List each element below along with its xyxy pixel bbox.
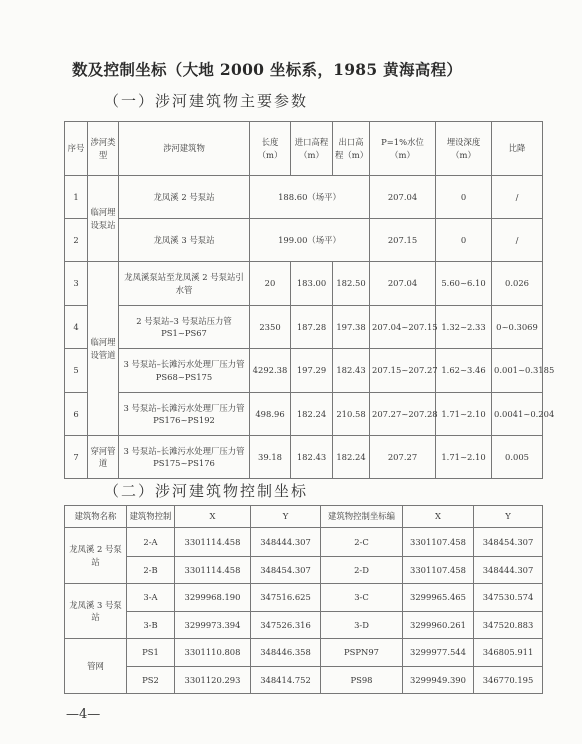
row-number: 6 (65, 393, 88, 436)
point-id: PS98 (321, 667, 403, 694)
table-row (65, 528, 543, 557)
building-name: 3 号泵站–长滩污水处理厂压力管 PS68~PS175 (119, 349, 250, 393)
x-coordinate: 3301120.293 (175, 667, 251, 694)
type-cell: 临河埋设管道 (88, 262, 119, 436)
point-id: PSPN97 (321, 639, 403, 667)
y-coordinate: 347530.574 (474, 584, 543, 612)
header-cell: Y (474, 506, 543, 528)
water-level: 207.15 (370, 219, 436, 262)
water-level: 207.27 (370, 436, 436, 479)
table-row (65, 612, 543, 639)
table-row (65, 306, 543, 349)
row-number: 4 (65, 306, 88, 349)
outlet-elevation: 182.43 (333, 349, 370, 393)
header-cell: Y (251, 506, 321, 528)
outlet-elevation: 197.38 (333, 306, 370, 349)
slope: 0.001~0.3185 (492, 349, 543, 393)
row-number: 5 (65, 349, 88, 393)
header-cell: 涉河建筑物 (119, 122, 250, 176)
depth: 0 (436, 219, 492, 262)
length: 498.96 (250, 393, 291, 436)
table-row (65, 436, 543, 479)
header-cell: 涉河类型 (88, 122, 119, 176)
y-coordinate: 348444.307 (474, 557, 543, 584)
site-elevation: 188.60（场平） (250, 176, 370, 219)
row-number: 7 (65, 436, 88, 479)
header-cell: 比降 (492, 122, 543, 176)
water-level: 207.15~207.27 (370, 349, 436, 393)
building-group: 龙凤溪 3 号泵站 (65, 584, 127, 639)
coordinates-table (64, 505, 543, 694)
y-coordinate: 347516.625 (251, 584, 321, 612)
header-cell: 埋设深度（m） (436, 122, 492, 176)
water-level: 207.27~207.28 (370, 393, 436, 436)
outlet-elevation: 182.24 (333, 436, 370, 479)
section-heading-parameters: （一）涉河建筑物主要参数 (104, 92, 309, 110)
site-elevation: 199.00（场平） (250, 219, 370, 262)
y-coordinate: 348454.307 (251, 557, 321, 584)
depth: 1.62~3.46 (436, 349, 492, 393)
type-cell: 穿河管道 (88, 436, 119, 479)
outlet-elevation: 182.50 (333, 262, 370, 306)
depth: 1.71~2.10 (436, 436, 492, 479)
inlet-elevation: 182.24 (291, 393, 333, 436)
x-coordinate: 3301110.808 (175, 639, 251, 667)
inlet-elevation: 197.29 (291, 349, 333, 393)
inlet-elevation: 182.43 (291, 436, 333, 479)
point-id: 2-C (321, 528, 403, 557)
parameters-table (64, 121, 555, 479)
depth: 0 (436, 176, 492, 219)
length: 20 (250, 262, 291, 306)
y-coordinate: 348454.307 (474, 528, 543, 557)
table-row (65, 639, 543, 667)
y-coordinate: 347526.316 (251, 612, 321, 639)
building-name: 龙凤溪 2 号泵站 (119, 176, 250, 219)
length: 2350 (250, 306, 291, 349)
point-id: 3-A (127, 584, 175, 612)
header-cell: 进口高程（m） (291, 122, 333, 176)
x-coordinate: 3301114.458 (175, 528, 251, 557)
header-cell: 建筑物名称 (65, 506, 127, 528)
section-heading-coordinates: （二）涉河建筑物控制坐标 (104, 482, 309, 500)
inlet-elevation: 187.28 (291, 306, 333, 349)
table-row (65, 557, 543, 584)
header-cell: X (175, 506, 251, 528)
point-id: PS1 (127, 639, 175, 667)
row-number: 2 (65, 219, 88, 262)
page-number: —4— (66, 707, 101, 722)
length: 4292.38 (250, 349, 291, 393)
table-row (65, 262, 543, 306)
y-coordinate: 348444.307 (251, 528, 321, 557)
slope: 0.026 (492, 262, 543, 306)
point-id: 2-A (127, 528, 175, 557)
length: 39.18 (250, 436, 291, 479)
slope: 0.005 (492, 436, 543, 479)
page-title: 数及控制坐标（大地 2000 坐标系，1985 黄海高程） (72, 60, 463, 79)
header-cell: X (403, 506, 474, 528)
header-cell: P=1%水位（m） (370, 122, 436, 176)
building-name: 龙凤溪 3 号泵站 (119, 219, 250, 262)
table-row (65, 667, 543, 694)
depth: 1.71~2.10 (436, 393, 492, 436)
slope: / (492, 176, 543, 219)
table-row (65, 219, 543, 262)
point-id: 3-B (127, 612, 175, 639)
x-coordinate: 3299965.465 (403, 584, 474, 612)
header-cell: 建筑物控制 (127, 506, 175, 528)
slope: 0~0.3069 (492, 306, 543, 349)
building-name: 2 号泵站–3 号泵站压力管 PS1~PS67 (119, 306, 250, 349)
x-coordinate: 3299973.394 (175, 612, 251, 639)
header-cell: 出口高程（m） (333, 122, 370, 176)
point-id: 2-B (127, 557, 175, 584)
table-row (65, 393, 543, 436)
building-name: 龙凤溪泵站至龙凤溪 2 号泵站引水管 (119, 262, 250, 306)
slope: / (492, 219, 543, 262)
building-group: 龙凤溪 2 号泵站 (65, 528, 127, 584)
table-row (65, 584, 543, 612)
type-cell: 临河埋设泵站 (88, 176, 119, 262)
depth: 5.60~6.10 (436, 262, 492, 306)
point-id: 2-D (321, 557, 403, 584)
y-coordinate: 348446.358 (251, 639, 321, 667)
row-number: 3 (65, 262, 88, 306)
point-id: 3-C (321, 584, 403, 612)
row-number: 1 (65, 176, 88, 219)
outlet-elevation: 210.58 (333, 393, 370, 436)
x-coordinate: 3301107.458 (403, 557, 474, 584)
table-header-row (65, 506, 543, 528)
point-id: 3-D (321, 612, 403, 639)
water-level: 207.04~207.15 (370, 306, 436, 349)
depth: 1.32~2.33 (436, 306, 492, 349)
y-coordinate: 348414.752 (251, 667, 321, 694)
table-row (65, 349, 543, 393)
x-coordinate: 3299960.261 (403, 612, 474, 639)
y-coordinate: 346770.195 (474, 667, 543, 694)
y-coordinate: 346805.911 (474, 639, 543, 667)
building-name: 3 号泵站–长滩污水处理厂压力管 PS176~PS192 (119, 393, 250, 436)
x-coordinate: 3301114.458 (175, 557, 251, 584)
header-cell: 长度（m） (250, 122, 291, 176)
building-name: 3 号泵站–长滩污水处理厂压力管 PS175~PS176 (119, 436, 250, 479)
x-coordinate: 3299977.544 (403, 639, 474, 667)
y-coordinate: 347520.883 (474, 612, 543, 639)
inlet-elevation: 183.00 (291, 262, 333, 306)
x-coordinate: 3299949.390 (403, 667, 474, 694)
x-coordinate: 3301107.458 (403, 528, 474, 557)
x-coordinate: 3299968.190 (175, 584, 251, 612)
water-level: 207.04 (370, 262, 436, 306)
table-header-row (65, 122, 543, 176)
point-id: PS2 (127, 667, 175, 694)
water-level: 207.04 (370, 176, 436, 219)
table-row (65, 176, 543, 219)
building-group: 管网 (65, 639, 127, 694)
slope: 0.0041~0.204 (492, 393, 543, 436)
header-cell: 建筑物控制坐标编 (321, 506, 403, 528)
header-cell: 序号 (65, 122, 88, 176)
